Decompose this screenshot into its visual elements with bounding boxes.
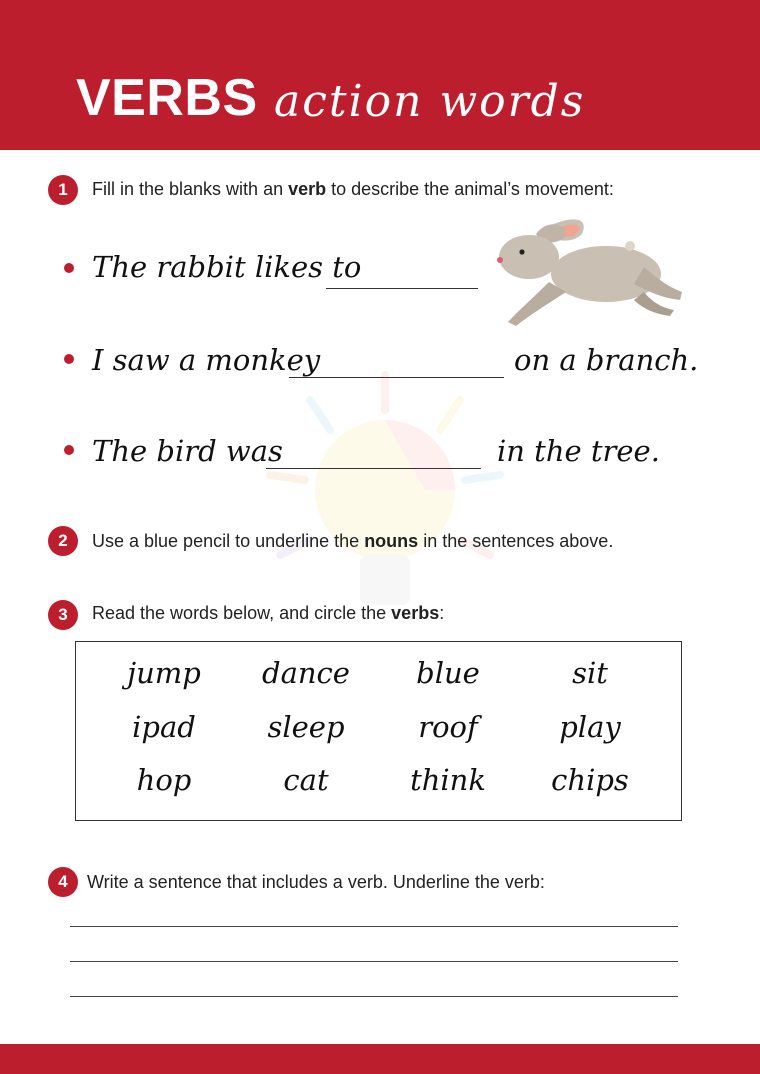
word-option[interactable]: think: [410, 763, 486, 797]
question-1-instruction: Fill in the blanks with an verb to describe the animal’s movement:: [92, 179, 614, 199]
word-option[interactable]: blue: [416, 656, 480, 690]
word-option[interactable]: roof: [418, 710, 478, 744]
question-number-2: 2: [48, 526, 78, 556]
question-4-instruction: Write a sentence that includes a verb. Underline the verb:: [87, 872, 545, 892]
footer-banner: [0, 1044, 760, 1074]
word-option[interactable]: hop: [136, 763, 192, 797]
word-option[interactable]: sit: [572, 656, 608, 690]
bullet: [64, 263, 74, 273]
writing-line[interactable]: [70, 926, 678, 927]
sentence-2-ending: on a branch.: [514, 343, 699, 377]
sentence-1-blank[interactable]: [326, 288, 478, 289]
sentence-1-text: The rabbit likes to: [92, 250, 362, 284]
page-subtitle: action words: [274, 76, 586, 127]
lightbulb-icon: [250, 365, 520, 635]
header-banner: [0, 0, 760, 150]
word-option[interactable]: play: [559, 710, 621, 744]
bullet: [64, 354, 74, 364]
writing-line[interactable]: [70, 961, 678, 962]
writing-line[interactable]: [70, 996, 678, 997]
sentence-3-text: The bird was: [92, 434, 283, 468]
word-option[interactable]: dance: [262, 656, 350, 690]
word-option[interactable]: jump: [127, 656, 201, 690]
rabbit-icon: [494, 212, 684, 332]
question-3-instruction: Read the words below, and circle the verbs:: [92, 603, 445, 623]
sentence-3-ending: in the tree.: [497, 434, 660, 468]
word-option[interactable]: cat: [283, 763, 329, 797]
word-option[interactable]: chips: [551, 763, 629, 797]
bullet: [64, 445, 74, 455]
word-option[interactable]: ipad: [132, 710, 196, 744]
sentence-2-blank[interactable]: [289, 377, 504, 378]
word-box: [75, 641, 682, 821]
word-option[interactable]: sleep: [267, 710, 345, 744]
page-title: VERBS: [76, 69, 258, 127]
sentence-2-text: I saw a monkey: [92, 343, 321, 377]
question-2-instruction: Use a blue pencil to underline the nouns in the sentences above.: [92, 531, 614, 551]
question-number-3: 3: [48, 600, 78, 630]
sentence-3-blank[interactable]: [266, 468, 481, 469]
question-number-4: 4: [48, 867, 78, 897]
question-number-1: 1: [48, 175, 78, 205]
